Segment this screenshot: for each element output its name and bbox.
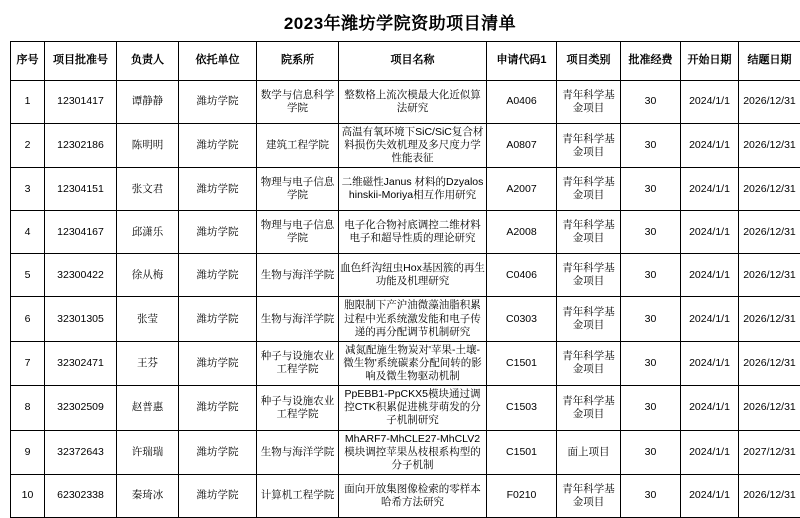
cell-index: 2 [11,124,45,168]
column-header-index: 序号 [11,42,45,81]
cell-leader: 邱潇乐 [117,211,179,254]
cell-start-date: 2024/1/1 [681,297,739,341]
column-header-end-date: 结题日期 [739,42,800,81]
cell-unit: 潍坊学院 [179,124,257,168]
cell-project-type: 青年科学基金项目 [557,386,621,430]
cell-index: 7 [11,341,45,385]
cell-project-name: 二维磁性Janus 材料的Dzyaloshinskii-Moriya相互作用研究 [339,168,487,211]
cell-funding: 30 [621,297,681,341]
cell-application-code: C0406 [487,254,557,297]
page-title: 2023年潍坊学院资助项目清单 [10,0,790,41]
table-row [11,254,800,297]
cell-application-code: A0807 [487,124,557,168]
cell-project-name: 减氮配施生物炭对'苹果-土壤-微生物'系统碳素分配间转的影响及微生物驱动机制 [339,341,487,385]
cell-start-date: 2024/1/1 [681,168,739,211]
cell-application-code: A2007 [487,168,557,211]
cell-start-date: 2024/1/1 [681,474,739,517]
cell-project-name: PpEBB1-PpCKX5模块通过调控CTK积累促进桃芽萌发的分子机制研究 [339,386,487,430]
cell-leader: 谭静静 [117,81,179,124]
cell-unit: 潍坊学院 [179,254,257,297]
column-header-project-name: 项目名称 [339,42,487,81]
cell-start-date: 2024/1/1 [681,211,739,254]
cell-leader: 秦琦冰 [117,474,179,517]
cell-grant-number: 32300422 [45,254,117,297]
cell-index: 9 [11,430,45,474]
cell-grant-number: 32301305 [45,297,117,341]
cell-grant-number: 32302471 [45,341,117,385]
cell-application-code: A0406 [487,81,557,124]
cell-unit: 潍坊学院 [179,168,257,211]
cell-grant-number: 12302186 [45,124,117,168]
cell-department: 种子与设施农业工程学院 [257,386,339,430]
cell-end-date: 2026/12/31 [739,386,800,430]
cell-project-name: 面向开放集图像检索的零样本哈希方法研究 [339,474,487,517]
cell-funding: 30 [621,211,681,254]
cell-unit: 潍坊学院 [179,474,257,517]
table-header-row [11,42,800,81]
cell-project-type: 面上项目 [557,430,621,474]
table-row [11,341,800,385]
cell-grant-number: 12304167 [45,211,117,254]
cell-start-date: 2024/1/1 [681,386,739,430]
cell-grant-number: 12301417 [45,81,117,124]
cell-funding: 30 [621,430,681,474]
cell-index: 3 [11,168,45,211]
cell-leader: 张莹 [117,297,179,341]
cell-department: 生物与海洋学院 [257,430,339,474]
cell-leader: 赵普惠 [117,386,179,430]
cell-end-date: 2026/12/31 [739,474,800,517]
cell-start-date: 2024/1/1 [681,430,739,474]
cell-leader: 王芬 [117,341,179,385]
column-header-leader: 负责人 [117,42,179,81]
cell-start-date: 2024/1/1 [681,81,739,124]
cell-project-name: 整数格上流次模最大化近似算法研究 [339,81,487,124]
table-row [11,386,800,430]
cell-leader: 张文君 [117,168,179,211]
cell-department: 种子与设施农业工程学院 [257,341,339,385]
cell-project-name: 胞限制下产沪油微藻油脂积累过程中光系统激发能和电子传递的再分配调节机制研究 [339,297,487,341]
table-row [11,474,800,517]
cell-unit: 潍坊学院 [179,430,257,474]
cell-end-date: 2026/12/31 [739,81,800,124]
cell-project-type: 青年科学基金项目 [557,211,621,254]
cell-project-type: 青年科学基金项目 [557,81,621,124]
table-row [11,297,800,341]
column-header-project-type: 项目类别 [557,42,621,81]
cell-end-date: 2026/12/31 [739,211,800,254]
cell-end-date: 2026/12/31 [739,124,800,168]
cell-grant-number: 32302509 [45,386,117,430]
cell-project-type: 青年科学基金项目 [557,474,621,517]
cell-unit: 潍坊学院 [179,81,257,124]
cell-funding: 30 [621,254,681,297]
cell-project-type: 青年科学基金项目 [557,124,621,168]
cell-end-date: 2027/12/31 [739,430,800,474]
cell-grant-number: 62302338 [45,474,117,517]
cell-leader: 陈明明 [117,124,179,168]
cell-funding: 30 [621,124,681,168]
cell-application-code: C1501 [487,341,557,385]
column-header-unit: 依托单位 [179,42,257,81]
cell-start-date: 2024/1/1 [681,341,739,385]
cell-project-name: 血色纤沟纽虫Hox基因簇的再生功能及机理研究 [339,254,487,297]
column-header-start-date: 开始日期 [681,42,739,81]
cell-unit: 潍坊学院 [179,386,257,430]
cell-department: 生物与海洋学院 [257,254,339,297]
column-header-funding: 批准经费 [621,42,681,81]
cell-index: 4 [11,211,45,254]
cell-application-code: F0210 [487,474,557,517]
column-header-grant-number: 项目批准号 [45,42,117,81]
cell-index: 5 [11,254,45,297]
cell-end-date: 2026/12/31 [739,341,800,385]
cell-project-type: 青年科学基金项目 [557,341,621,385]
cell-unit: 潍坊学院 [179,297,257,341]
column-header-department: 院系所 [257,42,339,81]
table-row [11,81,800,124]
cell-funding: 30 [621,341,681,385]
cell-funding: 30 [621,168,681,211]
table-row [11,124,800,168]
cell-project-name: 高温有氧环境下SiC/SiC复合材料损伤失效机理及多尺度力学性能表征 [339,124,487,168]
cell-project-type: 青年科学基金项目 [557,168,621,211]
cell-index: 6 [11,297,45,341]
cell-unit: 潍坊学院 [179,211,257,254]
cell-start-date: 2024/1/1 [681,254,739,297]
cell-end-date: 2026/12/31 [739,168,800,211]
cell-project-name: 电子化合物衬底调控二维材料电子和超导性质的理论研究 [339,211,487,254]
cell-department: 物理与电子信息学院 [257,168,339,211]
cell-department: 计算机工程学院 [257,474,339,517]
cell-grant-number: 12304151 [45,168,117,211]
cell-grant-number: 32372643 [45,430,117,474]
cell-application-code: C0303 [487,297,557,341]
cell-application-code: C1503 [487,386,557,430]
cell-leader: 徐从梅 [117,254,179,297]
cell-index: 8 [11,386,45,430]
cell-application-code: C1501 [487,430,557,474]
cell-start-date: 2024/1/1 [681,124,739,168]
grant-list-table [10,41,800,518]
cell-application-code: A2008 [487,211,557,254]
cell-project-type: 青年科学基金项目 [557,254,621,297]
cell-unit: 潍坊学院 [179,341,257,385]
cell-funding: 30 [621,474,681,517]
cell-project-type: 青年科学基金项目 [557,297,621,341]
cell-end-date: 2026/12/31 [739,254,800,297]
cell-index: 10 [11,474,45,517]
table-row [11,211,800,254]
cell-funding: 30 [621,81,681,124]
cell-department: 数学与信息科学学院 [257,81,339,124]
cell-end-date: 2026/12/31 [739,297,800,341]
cell-leader: 许瑞瑞 [117,430,179,474]
cell-department: 建筑工程学院 [257,124,339,168]
table-row [11,430,800,474]
cell-funding: 30 [621,386,681,430]
cell-department: 物理与电子信息学院 [257,211,339,254]
column-header-application-code: 申请代码1 [487,42,557,81]
cell-project-name: MhARF7-MhCLE27-MhCLV2模块调控苹果丛枝根系构型的分子机制 [339,430,487,474]
table-row [11,168,800,211]
cell-department: 生物与海洋学院 [257,297,339,341]
cell-index: 1 [11,81,45,124]
